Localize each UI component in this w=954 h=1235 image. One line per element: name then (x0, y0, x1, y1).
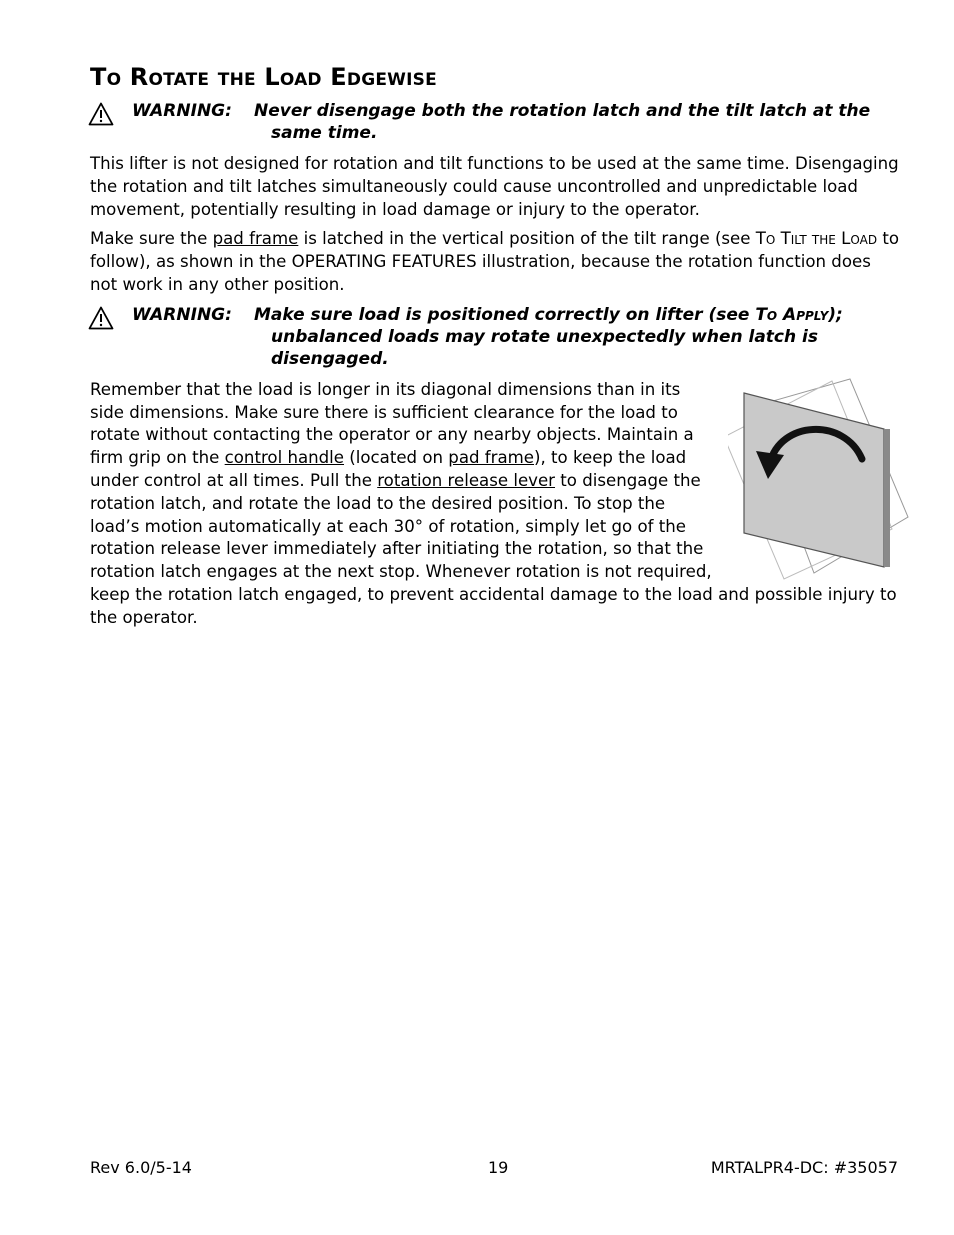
page-content (90, 58, 900, 637)
link-control-handle[interactable]: control handle (224, 448, 345, 468)
link-pad-frame[interactable]: pad frame (448, 448, 535, 468)
paragraph-2: Make sure the pad frame is latched in the vertical position of the tilt range (see To Tilt the Load to follow), as shown in the OPERATING FEATURES illustration, because the rotation function does not work in any other position. (90, 229, 900, 294)
warning-triangle-icon (88, 102, 114, 126)
footer-page-number: 19 (488, 1158, 509, 1177)
warning-label: WARNING: (132, 304, 232, 325)
rotating-load-illustration (728, 377, 918, 582)
link-pad-frame[interactable]: pad frame (212, 229, 299, 249)
link-rotation-release-lever[interactable]: rotation release lever (377, 470, 556, 490)
footer-revision: Rev 6.0/5-14 (90, 1158, 192, 1177)
paragraph-3: Remember that the load is longer in its diagonal dimensions than in its side dimensions. Make sure there is sufficient clearance for the load to rotate without contacting the operator or any nearby objects. Maintain a firm grip on the control handle (located on pad frame), to keep the load under control at all times. Pull the rotation release lever to disengage the rotation latch, and rotate the load to the desired position. To stop the load’s motion automatically at each 30° of rotation, simply let go of the rotation release lever immediately after initiating the rotation, so that the rotation latch engages at the next stop. Whenever rotation is not required, keep the rotation latch engaged, to prevent accidental damage to the load and possible injury to the operator. (90, 379, 897, 627)
warning-triangle-icon (88, 306, 114, 330)
warning-block-1 (90, 100, 900, 144)
warning-text: Never disengage both the rotation latch and the tilt latch at the same time. (254, 101, 871, 143)
section-heading: To Rotate the Load Edgewise (90, 63, 437, 91)
warning-block-2 (90, 304, 900, 370)
ref-to-apply[interactable]: To Apply (755, 304, 829, 325)
warning-label: WARNING: (132, 101, 232, 121)
ref-tilt-load[interactable]: To Tilt the Load (755, 229, 878, 249)
warning-text: Make sure load is positioned correctly on lifter (see To Apply); unbalanced loads may rotate unexpectedly when latch is disengaged. (254, 304, 843, 369)
footer-document-id: MRTALPR4-DC: #35057 (710, 1158, 898, 1177)
paragraph-1: This lifter is not designed for rotation and tilt functions to be used at the same time. Disengaging the rotation and tilt latches simultaneously could cause uncontrolled and unpredictable load movement, potentially resulting in load damage or injury to the operator. (90, 154, 899, 219)
